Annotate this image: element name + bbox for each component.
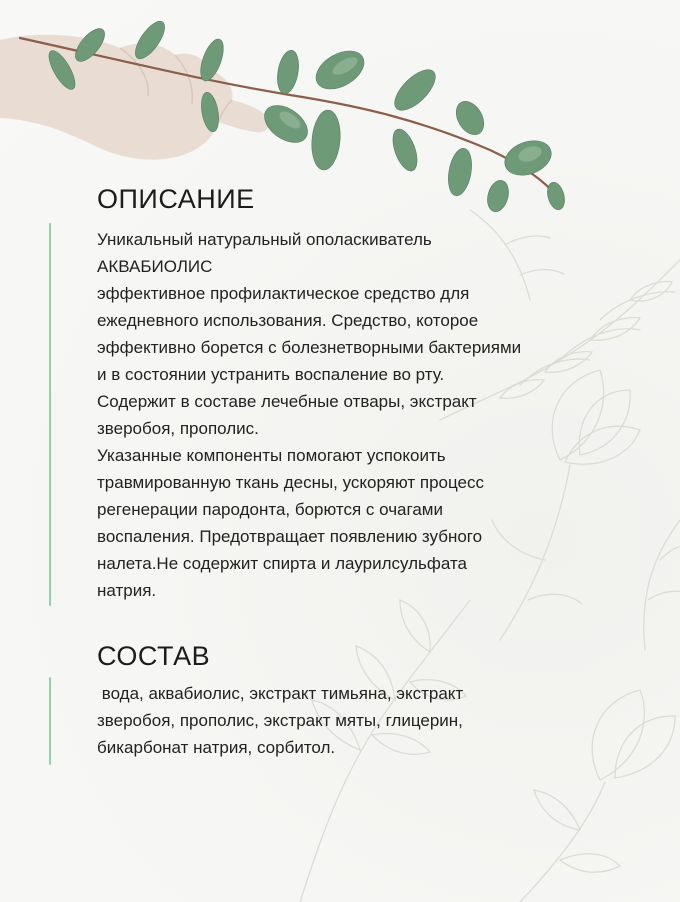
composition-line: зверобоя, прополис, экстракт мяты, глицерин, [97, 711, 463, 730]
description-line: налета.Не содержит спирта и лаурилсульфата [97, 554, 468, 573]
description-accent-bar [49, 223, 51, 606]
description-line: Уникальный натуральный ополаскиватель [97, 230, 432, 249]
description-line: Указанные компоненты помогают успокоить [97, 446, 446, 465]
description-line: регенерации пародонта, борются с очагами [97, 500, 443, 519]
description-line: зверобоя, прополис. [97, 419, 259, 438]
composition-accent-bar [49, 677, 51, 765]
composition-text [97, 680, 463, 761]
description-line: натрия. [97, 581, 157, 600]
composition-line: бикарбонат натрия, сорбитол. [97, 738, 336, 757]
description-line: Содержит в составе лечебные отвары, экстракт [97, 392, 477, 411]
eucalyptus-branch-hand-icon [0, 0, 680, 215]
description-title: ОПИСАНИЕ [97, 184, 255, 214]
composition-line: вода, аквабиолис, экстракт тимьяна, экстракт [97, 684, 464, 703]
description-line: ежедневного использования. Средство, которое [97, 311, 479, 330]
description-text [97, 226, 521, 604]
description-line: воспаления. Предотвращает появлению зубного [97, 527, 483, 546]
description-line: травмированную ткань десны, ускоряют процесс [97, 473, 484, 492]
description-line: АКВАБИОЛИС [97, 257, 213, 276]
description-line: и в состоянии устранить воспаление во рту. [97, 365, 445, 384]
composition-title: СОСТАВ [97, 641, 211, 671]
description-line: эффективное профилактическое средство для [97, 284, 470, 303]
description-line: эффективно борется с болезнетворными бактериями [97, 338, 522, 357]
